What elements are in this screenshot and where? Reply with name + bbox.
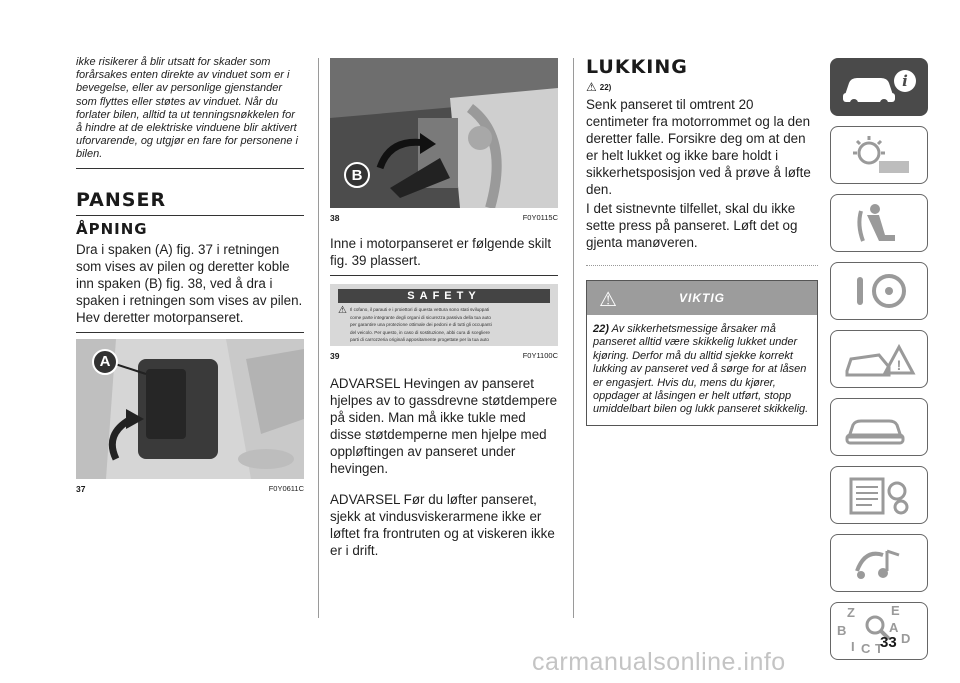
tab-starting-driving[interactable] xyxy=(830,262,928,320)
subheading-apning: ÅPNING xyxy=(76,219,148,238)
index-letter: T xyxy=(875,641,883,656)
figure-37-code: F0Y0611C xyxy=(268,483,304,493)
figure-38-number: 38 xyxy=(330,213,340,223)
safety-line: parti di carrozzeria originali appositamente progettate per la tua auto xyxy=(350,337,489,342)
label-b-badge: B xyxy=(344,162,370,188)
figure-38-code: F0Y0115C xyxy=(522,213,558,222)
tab-vehicle-info[interactable] xyxy=(830,58,928,116)
warning-triangle-icon: ⚠ xyxy=(586,80,597,94)
important-notice-box xyxy=(586,280,818,426)
important-notice-ref: 22) xyxy=(593,323,609,335)
warning-gas-struts: ADVARSEL Hevingen av panseret hjelpes av to gassdrevne støtdempere på siden. Man må ikke tukle med disse støtdemperne men hjelpe med oppløftingen av panseret under hevingen. xyxy=(330,376,558,476)
technical-data-icon xyxy=(839,473,919,517)
svg-text:i: i xyxy=(902,72,908,90)
safety-label-body xyxy=(338,306,550,344)
figure-38-image xyxy=(330,58,558,208)
section-divider xyxy=(586,265,818,266)
figure-39-number: 39 xyxy=(330,351,340,361)
section-heading-lukking: LUKKING xyxy=(586,56,688,78)
safety-line: Il cofano, il parauti e i proiettori di questa vettura sono stati sviluppati xyxy=(350,307,490,312)
index-letter: C xyxy=(861,641,871,656)
multimedia-icon xyxy=(839,541,919,585)
important-notice-text: Av sikkerhetsmessige årsaker må panseret alltid være skikkelig lukket under kjøring. Derfor må du alltid sjekke korrekt lukking av panseret ved å sørge for at låsen er engasjert. Hvis du, mens du kjører, oppdager at låsingen er helt utført, stopp umiddelbart bilen og lukk panseret skikkelig. xyxy=(593,323,809,416)
figure-37-number: 37 xyxy=(76,483,86,494)
tab-dashboard[interactable] xyxy=(830,126,928,184)
warning-continuation: ikke risikerer å blir utsatt for skader som forårsakes enten direkte av vinduet som er i bevegelse, eller av personlige gjenstander som flyttes eller støtes av vinduet. Når du forlater bilen, alltid ta ut tenningsnøkkelen for å hindre at de elektriske vinduene blir aktivert uforvarende, og utgjør en fare for personene i bilen. xyxy=(76,56,304,169)
watermark: carmanualsonline.info xyxy=(532,648,786,676)
steering-key-icon xyxy=(839,269,919,313)
closing-retry-instructions: I det sistnevnte tilfellet, skal du ikke sette press på panseret. Løft det og gjenta manøveren. xyxy=(586,201,798,250)
index-search-icon xyxy=(831,603,927,659)
column-left xyxy=(76,56,304,494)
index-letter: I xyxy=(851,639,855,654)
car-warning-icon xyxy=(839,337,919,381)
reference-number: 22) xyxy=(599,82,612,92)
figure-37-caption xyxy=(76,484,304,494)
column-middle xyxy=(330,58,558,559)
index-letter: A xyxy=(889,620,899,635)
tab-index[interactable] xyxy=(830,602,928,660)
tab-multimedia[interactable] xyxy=(830,534,928,592)
figure-39 xyxy=(330,275,558,361)
chapter-sidebar xyxy=(830,58,928,670)
tab-maintenance[interactable] xyxy=(830,398,928,456)
warning-triangle-icon: ⚠ xyxy=(599,289,618,311)
section-heading-panser: PANSER xyxy=(76,189,304,216)
safety-label-plate xyxy=(330,284,558,346)
opening-instructions: Dra i spaken (A) fig. 37 i retningen som vises av pilen og deretter koble inn spaken (B) fig. 38, ved å dra i spaken i retningen som vises av pilen. Hev deretter motorpanseret. xyxy=(76,241,303,325)
figure-39-code: F0Y1100C xyxy=(522,351,558,360)
tab-safety[interactable] xyxy=(830,194,928,252)
index-letter: B xyxy=(837,623,847,638)
warning-wipers: ADVARSEL Før du løfter panseret, sjekk at vindusviskerarmene ikke er løftet fra frontruten og at viskeren ikke er i drift. xyxy=(330,492,555,558)
figure-38 xyxy=(330,58,558,223)
safety-line: per garantire una protezione ottimale dei pedoni e di tutti gli occupanti xyxy=(350,322,492,327)
svg-text:!: ! xyxy=(896,357,902,373)
safety-line: come parte integrante degli organi di sicurezza passiva della tua auto xyxy=(350,314,491,320)
closing-instructions: Senk panseret til omtrent 20 centimeter fra motorrommet og la den deretter falle. Forsikre deg om at den er helt lukket og ikke bare holdt i sikkerhetsposisjon ved å prøve å løfte den. xyxy=(586,97,811,197)
safety-line: del veicolo. Per questo, in caso di sostituzione, abbi cura di scegliere xyxy=(350,329,490,335)
warning-triangle-icon: ⚠ xyxy=(338,305,347,316)
index-letter: Z xyxy=(847,605,855,620)
tab-technical-data[interactable] xyxy=(830,466,928,524)
important-notice-header xyxy=(587,281,817,315)
reference-marker xyxy=(586,80,818,94)
tab-emergency[interactable] xyxy=(830,330,928,388)
important-notice-title: VIKTIG xyxy=(678,291,725,305)
figure-37-image xyxy=(76,339,304,479)
figure-37 xyxy=(76,332,304,494)
figure-38-caption xyxy=(330,213,558,223)
safety-label-title: SAFETY xyxy=(338,289,550,303)
column-divider xyxy=(318,58,319,618)
dashboard-lights-icon xyxy=(839,133,919,177)
label-a-badge: A xyxy=(92,349,118,375)
car-service-icon xyxy=(839,405,919,449)
car-info-icon xyxy=(839,65,919,109)
column-right xyxy=(586,56,818,426)
index-letter: E xyxy=(891,603,900,618)
column-divider xyxy=(573,58,574,618)
page-number: 33 xyxy=(880,634,897,651)
important-notice-body xyxy=(587,315,817,425)
index-letter: D xyxy=(901,631,911,646)
figure-39-caption xyxy=(330,351,558,361)
label-location-text: Inne i motorpanseret er følgende skilt fig. 39 plassert. xyxy=(330,236,552,268)
airbag-seat-icon xyxy=(839,201,919,245)
